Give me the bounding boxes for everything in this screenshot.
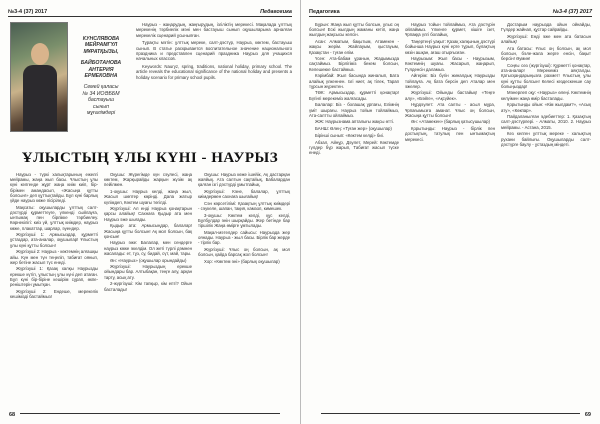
right-column-2: Наурыз тойын тойлаймыз, Ата дәстүрін ойлаймыз. Үлкенге құрмет, кішіге ізет, Ұрпаққа үлгі болайық. Таңертеңгі уақыт: Қазақ халқының дәстүрі бойынша Наурыз күні ерте тұрып, бұлақтың көзін ашқан, ағаш отырғызған. Наурызым: Жыл басы - Наурызым, Көктемнің шуағы. Жасарып, жаңарып, Гүлденсін даламыз. Айгерім: Біз бүгін жиналдық Наурызды тойлауға. Ақ бата берсін деп Аталар мен әжелер. Жүргізуші: Ойынды бастайық! «Теңге алу», «Бәйге», «Ақсүйек». Нұрдәулет: Ата салты - асыл мұра, Ұрпағымызға аманат. Ұлыс оң болсын, Жасыңа құтты болсын! Ән: «Атамекен» (барлық қатысушылар) Қорытынды: Наурыз - бірлік пен достықтың, татулық пен ынтымақтың мерекесі.: [405, 22, 495, 142]
author-name-line: АНТЕРИЯ: [88, 66, 114, 73]
photo-body: [23, 65, 57, 131]
left-column-3: Оқушы: Наурыз көже ішейік, Ақ дастарқан жаяйық. Ата салтын сақтайық, Бабалардан қалған ізгі дәстүрді ұмытпайық. Жүргізуші: Кәне, балалар, ұлттық киімдермен сахнаға шығайық! Сән көрсетілімі: Қазақтың ұлттық киімдері - сәукеле, шапан, тақия, камзол, кимешек. 3-оқушы: Көктем келді, құс келді, Бұлбұлдар әнін шырқайды. Жер бетінде бар тіршілік Жаңа өмірге ұмтылады. Мақал-мәтелдер сайысы: Наурызда жер оянады. Наурыз - жыл басы. Бірлік бар жерде - тірлік бар. Жүргізуші: Ұлыс оң болсын, ақ мол болсын, қайда барсақ жол болсын! Хор: «Көктем әні» (барлық оқушылар): [198, 172, 290, 265]
section-title: Педагогика: [309, 9, 340, 15]
author-block: [72, 36, 130, 116]
right-page-header: [309, 6, 592, 17]
page-number: 69: [584, 412, 591, 418]
author-name-line: КУНСЛЯВОВА: [82, 36, 120, 42]
left-column-2: Оқушы: Жүрегімде күн сәулесі, жаңа көктем, Жарқырайды жарқын жүзім ақ пейілмен. 1-оқушы: Наурыз келді, жаңа жыл, Жасыл шөптер көрінді. Дала жатыр күлімдеп, Көктем шуағы төгілді. Жүргізуші: Ал енді Наурыз қонақтарын қарсы алайық! Сахнаға Қыдыр ата мен Наурыз әже шығады. Қыдыр ата: Армысыңдар, балалар! Жасыңа құтты болсын! Ақ мол болсын, бақ қонсын! Наурыз әже: Балалар, мен сендерге наурыз көже әкелдім. Ол жеті түрлі дәмнен жасалады: ет, тұз, су, бидай, сүт, май, тары. Ән: «Наурыз» (оқушылар орындайды) Жүргізуші: Наурыздың ерекше ойындары бар. Алтыбақан, теңге алу, арқан тарту, асық ату. 2-жүргізуші: Кім тапқыр, кім епті? Ойын басталады!: [104, 172, 192, 292]
right-column-3: Достарым наурызда ойын ойнайды, Гүлдер жайнап, құстар сайрайды. Жүргізуші: Енді әже мен ата батасын алайық! Ата батасы: Ұлыс оң болсын, ақ мол болсын, бәле-жала жерге енсін, бақыт берсін! Әумин! Соңғы сөз (жүргізуші): Құрметті қонақтар, ата-аналар! Мерекеміз аяқталды. Қатысқандарыңызға рахмет! Ұлыстың ұлы күні құтты болсын! Келесі кездескенше сау болыңыздар! Мәнерлеп оқу: «Наурыз» өлеңі. Көктемнің келуімен жаңа өмір басталады. Қорытынды ойын: «Кім жылдам?», «Асық ату», «Көкпар». Пайдаланылған әдебиеттер: 1. Қазақтың салт-дәстүрлері. - Алматы, 2010. 2. Наурыз мейрамы. - Астана, 2015. Кез келген ұлттық мереке - халықтың рухани байлығы. Оқушыларды салт-дәстүрге баулу - ұстаздың міндеті.: [501, 22, 591, 147]
right-page: [300, 0, 600, 424]
author-name-line: МҰРАТҚЫЗЫ,: [83, 48, 119, 55]
right-column-1: Бұрын: Жаңа жыл құтты болсын, ұлыс оң болсын! Ескі жылдың жаманы кетіп, жаңа жылдың жақсысы келсін. Асан: Алматым, бақытым, Атамекен - жақсы жерім. Жайлауым, қыстауым, Қазақстан - туған елім. Үсен: Ата-бабам ұранын, Жадымызда сақтаймыз. Бірлігіміз бекем болсын, Келешекке бастаймыз. Кәрімбай: Жыл басында жиналып, Бата алайық үлкеннен. Ізгі ниет, ақ тілек, Тарап тұрсын жүректен. ТӨК: Армысыздар, құрметті қонақтар! Бүгінгі мерекеміз жалғасады. Балалар: Біз - болашақ ұрпағы, Елімнің үміт шырағы. Наурыз тойын тойлаймыз, Ата-салтты ойлаймыз. ЖЖ: Наурызнама апталығы жақсы өтті. БАНШ: Өлең: «Туған жер» (оқушылар) Бірінші сынып: «Көктем келді» биі. Абзал, Айнұр, Дәулет, Мерей: Көктемде гүлдер бүр жарып, Табиғат жасыл түске енеді.: [309, 22, 399, 155]
abstract-paragraph: Тұрақты мәтін: ұлттық мереке, салт-дәстүр, Наурыз, көктем, бастауыш сынып. В статье раскрывается воспитательное значение национального праздника и представлен сценарий праздника Наурыз для учащихся начальных классов.: [136, 40, 292, 62]
abstract-paragraph: Наурыз - жаңарудың, жаңғырудың, ізгіліктің мерекесі. Мақалада ұлттық мерекенің тәрбиелік мәні мен бастауыш сынып оқушыларына арналған мерекелік сценарий ұсынылған.: [136, 22, 292, 38]
issue-number: №3-4 (37) 2017: [552, 9, 592, 15]
left-page-header: [8, 6, 292, 17]
section-title: Педагогика: [260, 9, 292, 15]
author-name-line: МЕЙРАМГҮЛ: [84, 42, 118, 49]
authors-photo: [10, 22, 68, 132]
page-number: 68: [9, 412, 16, 418]
photo-face: [31, 43, 49, 65]
author-affiliation: Семей қаласы № 34 ИОӘББМ бастауыш сынып мұғалімдері: [82, 84, 120, 117]
author-name-line: БАЙБОТАНОВА: [80, 60, 122, 67]
article-abstract: [136, 22, 292, 82]
article-title: ҰЛЫСТЫҢ ҰЛЫ КҮНІ - НАУРЫЗ: [21, 150, 279, 166]
left-footer-rule: [20, 413, 280, 414]
abstract-paragraph: Keywords: Nauryz, spring, traditions, national holiday, primary school. The article reveals the educational significance of the national holiday and presents a holiday scenario for primary school pupils.: [136, 63, 292, 80]
author-name-line: ЕРМЕКОВНА: [84, 73, 118, 80]
right-footer-rule: [321, 413, 580, 414]
issue-number: №3-4 (37) 2017: [8, 9, 48, 15]
left-column-1: Наурыз - түркі халықтарының ежелгі мейрамы, жаңа жыл басы. Ұлыстың ұлы күні келгенде жұрт жаңа киім киіп, бір-бірімен амандасып, «Жасыңа құтты болсын!» деп құттықтайды. Бұл күні барлық үйде наурыз көже пісіріледі. Мақсаты: оқушыларды ұлттық салт-дәстүрді құрметтеуге, үлкенді сыйлауға, ынтымақ пен бірлікке тәрбиелеу. Көрнекілігі: киіз үй, ұлттық киімдер, наурыз көже, плакаттар, шарлар, әуендер. Жүргізуші 1: Армысыздар, құрметті ұстаздар, ата-аналар, оқушылар! Ұлыстың ұлы күні құтты болсын! Жүргізуші 2: Наурыз - көктемнің алғашқы айы. Күн мен түн теңеліп, табиғат оянып, жер бетіне жасыл түс енеді. Жүргізуші 1: Қазақ халқы Наурызды ерекше күтіп, ұлыстың ұлы күні деп атаған. Бұл күні бір-біріне кешірім сұрап, өкпе-реніштерін ұмытқан. Жүргізуші 2: Ендеше, мерекелік кешімізді бастаймыз!: [10, 172, 98, 299]
